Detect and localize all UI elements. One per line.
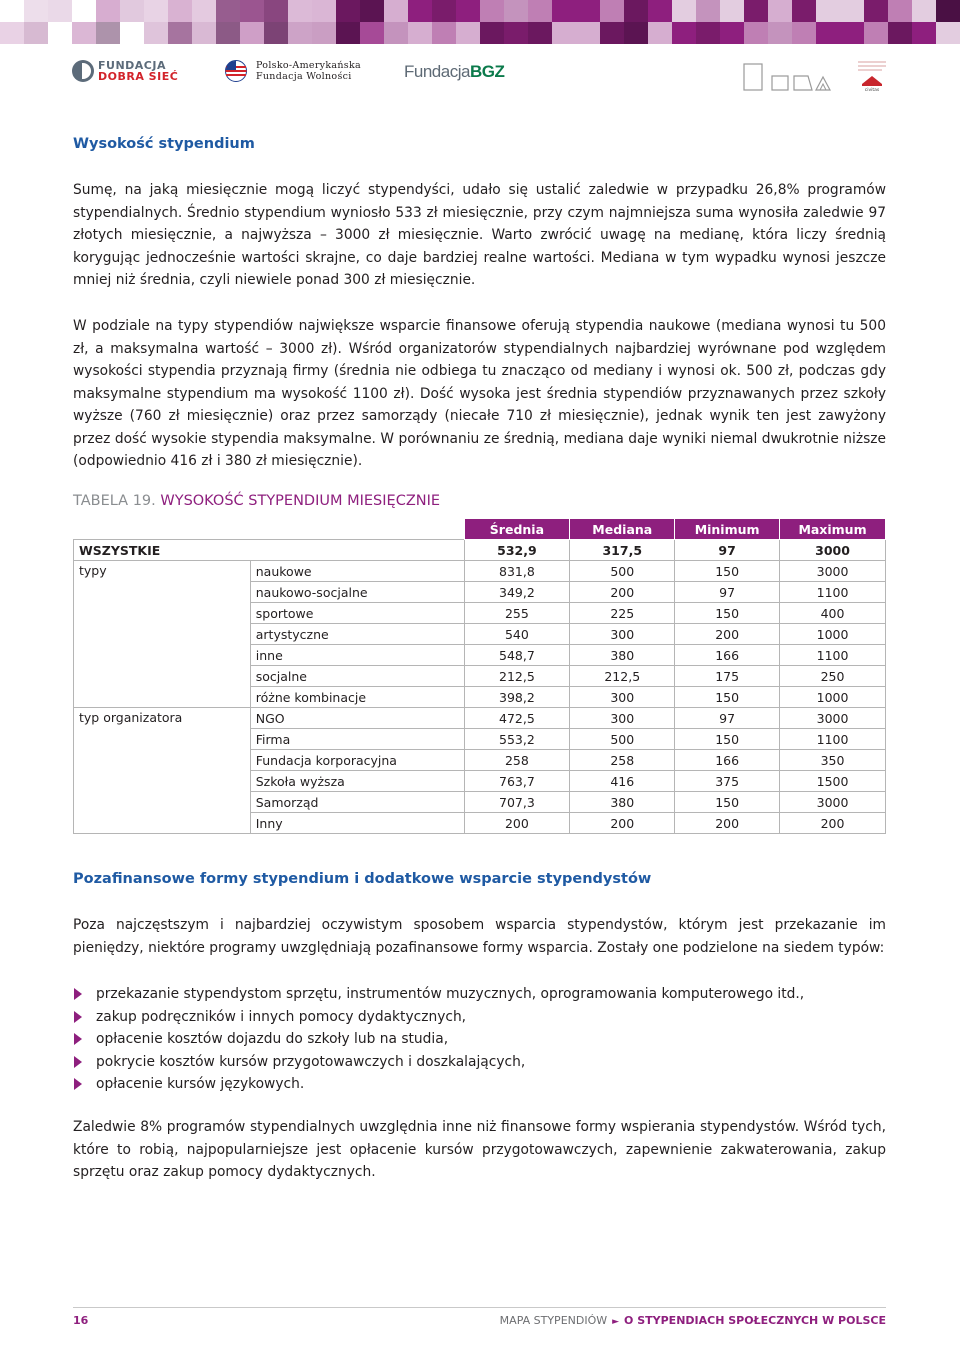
footer-publication: MAPA STYPENDIÓW: [499, 1314, 608, 1327]
table-body: [74, 540, 886, 834]
table-row-label: socjalne: [250, 666, 464, 687]
banner-tile: [288, 22, 312, 44]
bullet-arrow-icon: [74, 1078, 82, 1090]
table-cell: 540: [464, 624, 570, 645]
table-cell: 200: [570, 582, 675, 603]
logo-dobra-line1: FUNDACJA: [98, 59, 166, 72]
paragraph-3: Poza najczęstszym i najbardziej oczywistym sposobem wsparcia stypendystów, którym jest przekazanie im pieniędzy, niektóre programy uwzględniają pozafinansowe formy wsparcia. Zostały one podzielone na siedem typów:: [73, 917, 886, 956]
table-cell: 380: [570, 645, 675, 666]
banner-tile: [840, 22, 864, 44]
banner-tile: [672, 0, 696, 22]
table-row-label: Inny: [250, 813, 464, 834]
table-cell: 1100: [780, 582, 886, 603]
banner-tile: [696, 0, 720, 22]
table-row-label: sportowe: [250, 603, 464, 624]
logo-bgz-suffix: BGZ: [469, 62, 505, 81]
table-cell: 317,5: [570, 540, 675, 561]
banner-tile: [336, 22, 360, 44]
banner-tile: [144, 22, 168, 44]
table-row-label: Firma: [250, 729, 464, 750]
paragraph-1: Sumę, na jaką miesięcznie mogą liczyć stypendyści, udało się ustalić zaledwie w przypadku 26,8% programów stypendialnych. Średnio stypendium wyniosło 533 zł miesięcznie, przy czym najmniejsza suma wynosiła zaledwie 97 złotych miesięcznie, a najwyższa – 3000 zł miesięcznie. Warto zwrócić uwagę na medianę, która liczy średnią korygując jednocześnie wartości skrajne, co daje bardziej realne wartości. Mediana w tym wypadku wynosi jeszcze mniej niż średnia, czyli niewiele ponad 300 zł miesięcznie.: [73, 182, 886, 288]
banner-tile: [432, 0, 456, 22]
table-cell: 300: [570, 624, 675, 645]
banner-tile: [408, 0, 432, 22]
table-cell: 200: [570, 813, 675, 834]
logo-fundacja-dobra-siec: [72, 60, 178, 82]
table-cell: 707,3: [464, 792, 570, 813]
list-item-text: zakup podręczników i innych pomocy dydaktycznych,: [96, 1008, 467, 1025]
table-cell: 200: [675, 813, 780, 834]
table-cell: 97: [675, 582, 780, 603]
banner-tile: [360, 22, 384, 44]
civitas-logo-icon: [852, 58, 892, 92]
list-item-text: opłacenie kursów językowych.: [96, 1076, 305, 1092]
table-cell: 255: [464, 603, 570, 624]
table-cell: 150: [675, 561, 780, 582]
running-footer: [500, 1314, 886, 1327]
banner-tile: [480, 22, 504, 44]
banner-tile: [456, 0, 480, 22]
logo-bgz-prefix: Fundacja: [404, 62, 470, 81]
table-cell: 380: [570, 792, 675, 813]
paragraph-4: Zaledwie 8% programów stypendialnych uwzględnia inne niż finansowe formy wspierania stypendystów. Wśród tych, które to robią, najpopularniejsze jest opłacenie kursów przygotowawczych, zapewnienie zakwaterowania, zakup sprzętu oraz zakup pomocy dydaktycznych.: [73, 1119, 886, 1180]
header-mosaic-banner: [0, 0, 960, 44]
table-row-label: WSZYSTKIE: [74, 540, 465, 561]
banner-tile: [96, 0, 120, 22]
banner-tile: [504, 0, 528, 22]
banner-tile: [720, 0, 744, 22]
banner-tile: [72, 22, 96, 44]
table-cell: 1500: [780, 771, 886, 792]
footer-divider: [73, 1307, 886, 1308]
table-header-cell: Minimum: [675, 519, 780, 540]
banner-tile: [456, 22, 480, 44]
banner-tile: [192, 22, 216, 44]
banner-tile: [528, 22, 552, 44]
paragraph-2: W podziale na typy stypendiów największe wsparcie finansowe oferują stypendia naukowe (mediana wynosi tu 500 zł, a maksymalna wartość – 3000 zł). Wśród organizatorów stypendialnych najbardziej wyrównane pod względem wysokości stypendia przyznają firmy (średnia nie odbiega tu znacząco od mediany i wynosi ok. 500 zł, podczas gdy maksymalne stypendium ma wysokość 1100 zł). Dość wysoka jest średnia stypendiów przyznawanych przez szkoły wyższe (760 zł miesięcznie) oraz przez samorządy (niecałe 710 zł miesięcznie), jednak wynik ten jest zawyżony przez dość wysokie stypendia maksymalne. W porównaniu ze średnią, mediana daje wyniki niemal dwukrotnie niższe (odpowiednio 416 zł i 380 zł miesięcznie).: [73, 318, 886, 469]
banner-tile: [672, 22, 696, 44]
banner-tile: [744, 22, 768, 44]
table-cell: 532,9: [464, 540, 570, 561]
table-cell: 258: [464, 750, 570, 771]
table-cell: 258: [570, 750, 675, 771]
list-item-text: przekazanie stypendystom sprzętu, instrumentów muzycznych, oprogramowania komputerowego itd.,: [96, 986, 805, 1002]
table-cell: 97: [675, 708, 780, 729]
table-row-label: inne: [250, 645, 464, 666]
banner-tile: [912, 22, 936, 44]
footer-chapter: O STYPENDIACH SPOŁECZNYCH W POLSCE: [624, 1314, 886, 1327]
table-cell: 300: [570, 708, 675, 729]
banner-tile: [24, 22, 48, 44]
table-cell: 350: [780, 750, 886, 771]
table-cell: 175: [675, 666, 780, 687]
banner-tile: [624, 0, 648, 22]
table-cell: 548,7: [464, 645, 570, 666]
table-row: [74, 708, 886, 729]
banner-tile: [504, 22, 528, 44]
table-cell: 400: [780, 603, 886, 624]
table-cell: 500: [570, 729, 675, 750]
table-cell: 166: [675, 750, 780, 771]
table-cell: 3000: [780, 708, 886, 729]
banner-tile: [96, 22, 120, 44]
banner-tile: [264, 0, 288, 22]
banner-tile: [384, 22, 408, 44]
dobra-siec-icon: [72, 60, 94, 82]
banner-tile: [744, 0, 768, 22]
banner-tile: [168, 22, 192, 44]
table-cell: 763,7: [464, 771, 570, 792]
banner-tile: [792, 0, 816, 22]
table-row-label: NGO: [250, 708, 464, 729]
banner-tile: [840, 0, 864, 22]
table-cell: 166: [675, 645, 780, 666]
list-item: [73, 1028, 886, 1051]
banner-tile: [48, 0, 72, 22]
logo-pafw-line1: Polsko-Amerykańska: [256, 60, 361, 71]
banner-tile: [720, 22, 744, 44]
table-row-label: naukowo-socjalne: [250, 582, 464, 603]
banner-tile: [480, 0, 504, 22]
stipend-table: [73, 518, 886, 834]
banner-tile: [120, 0, 144, 22]
table-header-row: [74, 519, 886, 540]
table-cell: 97: [675, 540, 780, 561]
banner-tile: [360, 0, 384, 22]
banner-tile: [408, 22, 432, 44]
list-item-text: opłacenie kosztów dojazdu do szkoły lub na studia,: [96, 1031, 449, 1047]
table-cell: 3000: [780, 540, 886, 561]
table-cell: 831,8: [464, 561, 570, 582]
logo-pafw: [222, 60, 361, 82]
table-row-label: Szkoła wyższa: [250, 771, 464, 792]
banner-tile: [576, 22, 600, 44]
table-cell: 500: [570, 561, 675, 582]
table-caption: [73, 493, 440, 509]
table-cell: 200: [464, 813, 570, 834]
table-row: [74, 561, 886, 582]
table-row-label: artystyczne: [250, 624, 464, 645]
banner-tile: [216, 0, 240, 22]
banner-tile: [216, 22, 240, 44]
table-cell: 200: [780, 813, 886, 834]
logo-dobra-line2: DOBRA SIEĆ: [98, 70, 179, 83]
table-cell: 150: [675, 603, 780, 624]
banner-tile: [888, 22, 912, 44]
banner-tile: [648, 0, 672, 22]
list-item: [73, 1006, 886, 1029]
section-heading-pozafinansowe: Pozafinansowe formy stypendium i dodatkowe wsparcie stypendystów: [73, 871, 652, 887]
table-cell: 150: [675, 729, 780, 750]
table-cell: 212,5: [570, 666, 675, 687]
support-forms-list: [73, 983, 886, 1096]
table-row-label: naukowe: [250, 561, 464, 582]
banner-tile: [576, 0, 600, 22]
flag-icon: [222, 60, 250, 82]
banner-tile: [24, 0, 48, 22]
table-cell: 150: [675, 687, 780, 708]
list-item-text: pokrycie kosztów kursów przygotowawczych i doszkalających,: [96, 1053, 526, 1070]
table-row-label: Samorząd: [250, 792, 464, 813]
banner-tile: [864, 22, 888, 44]
banner-tile: [936, 22, 960, 44]
banner-tile: [288, 0, 312, 22]
table-cell: 225: [570, 603, 675, 624]
banner-tile: [864, 0, 888, 22]
table-header-blank: [74, 519, 465, 540]
page-number: 16: [73, 1314, 89, 1327]
table-cell: 349,2: [464, 582, 570, 603]
banner-tile: [912, 0, 936, 22]
banner-tile: [264, 22, 288, 44]
banner-tile: [792, 22, 816, 44]
banner-tile: [816, 0, 840, 22]
table-group-label: typy: [74, 561, 251, 708]
banner-tile: [600, 0, 624, 22]
banner-tile: [936, 0, 960, 22]
banner-tile: [336, 0, 360, 22]
banner-tile: [432, 22, 456, 44]
logo-fundacja-bgz: [404, 62, 504, 82]
table-header-cell: Mediana: [570, 519, 675, 540]
table-cell: 416: [570, 771, 675, 792]
banner-tile: [240, 22, 264, 44]
logo-pafw-line2: Fundacja Wolności: [256, 71, 352, 82]
banner-tile: [624, 22, 648, 44]
table-cell: 472,5: [464, 708, 570, 729]
table-cell: 1000: [780, 624, 886, 645]
table-cell: 200: [675, 624, 780, 645]
table-cell: 1000: [780, 687, 886, 708]
banner-tile: [384, 0, 408, 22]
table-cell: 3000: [780, 792, 886, 813]
banner-tile: [768, 22, 792, 44]
partner-logos: [72, 58, 892, 94]
table-cell: 250: [780, 666, 886, 687]
bullet-arrow-icon: [74, 1033, 82, 1045]
civitas-logo-text: civitas: [864, 88, 880, 92]
banner-tile: [240, 0, 264, 22]
table-row-label: różne kombinacje: [250, 687, 464, 708]
table-group-label: typ organizatora: [74, 708, 251, 834]
table-row-total: [74, 540, 886, 561]
table-cell: 1100: [780, 645, 886, 666]
table-header-cell: Średnia: [464, 519, 570, 540]
table-header-cell: Maximum: [780, 519, 886, 540]
bullet-arrow-icon: [74, 1011, 82, 1023]
footer-arrow-icon: ►: [612, 1317, 620, 1327]
table-cell: 398,2: [464, 687, 570, 708]
table-cell: 212,5: [464, 666, 570, 687]
table-row-label: Fundacja korporacyjna: [250, 750, 464, 771]
shapes-logo-icon: [742, 60, 832, 92]
table-cell: 300: [570, 687, 675, 708]
banner-tile: [168, 0, 192, 22]
bullet-arrow-icon: [74, 1056, 82, 1068]
banner-tile: [696, 22, 720, 44]
banner-tile: [768, 0, 792, 22]
table-title: WYSOKOŚĆ STYPENDIUM MIESIĘCZNIE: [160, 493, 441, 509]
list-item: [73, 1073, 886, 1096]
table-cell: 150: [675, 792, 780, 813]
table-cell: 1100: [780, 729, 886, 750]
banner-tile: [552, 22, 576, 44]
banner-tile: [552, 0, 576, 22]
table-cell: 375: [675, 771, 780, 792]
bullet-arrow-icon: [74, 988, 82, 1000]
banner-tile: [816, 22, 840, 44]
section-heading-wysokosc: Wysokość stypendium: [73, 136, 255, 152]
banner-tile: [192, 0, 216, 22]
list-item: [73, 1051, 886, 1074]
banner-tile: [0, 22, 24, 44]
table-label: TABELA 19.: [73, 493, 156, 509]
list-item: [73, 983, 886, 1006]
table-cell: 3000: [780, 561, 886, 582]
banner-tile: [528, 0, 552, 22]
banner-tile: [600, 22, 624, 44]
banner-tile: [312, 0, 336, 22]
banner-tile: [648, 22, 672, 44]
table-cell: 553,2: [464, 729, 570, 750]
banner-tile: [144, 0, 168, 22]
banner-tile: [888, 0, 912, 22]
banner-tile: [312, 22, 336, 44]
